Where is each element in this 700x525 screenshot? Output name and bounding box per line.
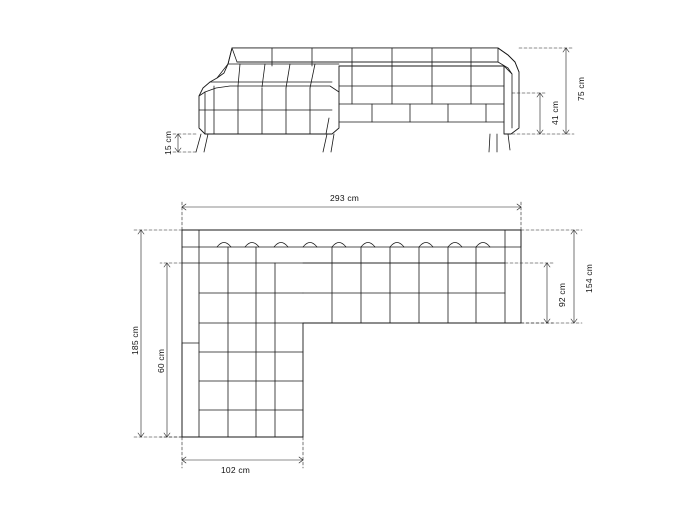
dimension-label-chaise-width: 102 cm (221, 465, 251, 475)
dimension-label-total-width: 293 cm (330, 193, 360, 203)
dimension-label-chaise-depth: 60 cm (156, 348, 166, 373)
dimension-label-sofa-depth: 154 cm (584, 263, 594, 293)
dimension-label-total-height: 75 cm (576, 76, 586, 101)
front-perspective-view (172, 48, 574, 152)
dimension-label-seat-back-height: 41 cm (550, 100, 560, 125)
dimension-label-total-depth: 185 cm (130, 325, 140, 355)
top-plan-view (134, 200, 582, 468)
dimension-label-leg-height: 15 cm (163, 130, 173, 155)
dimension-label-seat-depth: 92 cm (557, 282, 567, 307)
